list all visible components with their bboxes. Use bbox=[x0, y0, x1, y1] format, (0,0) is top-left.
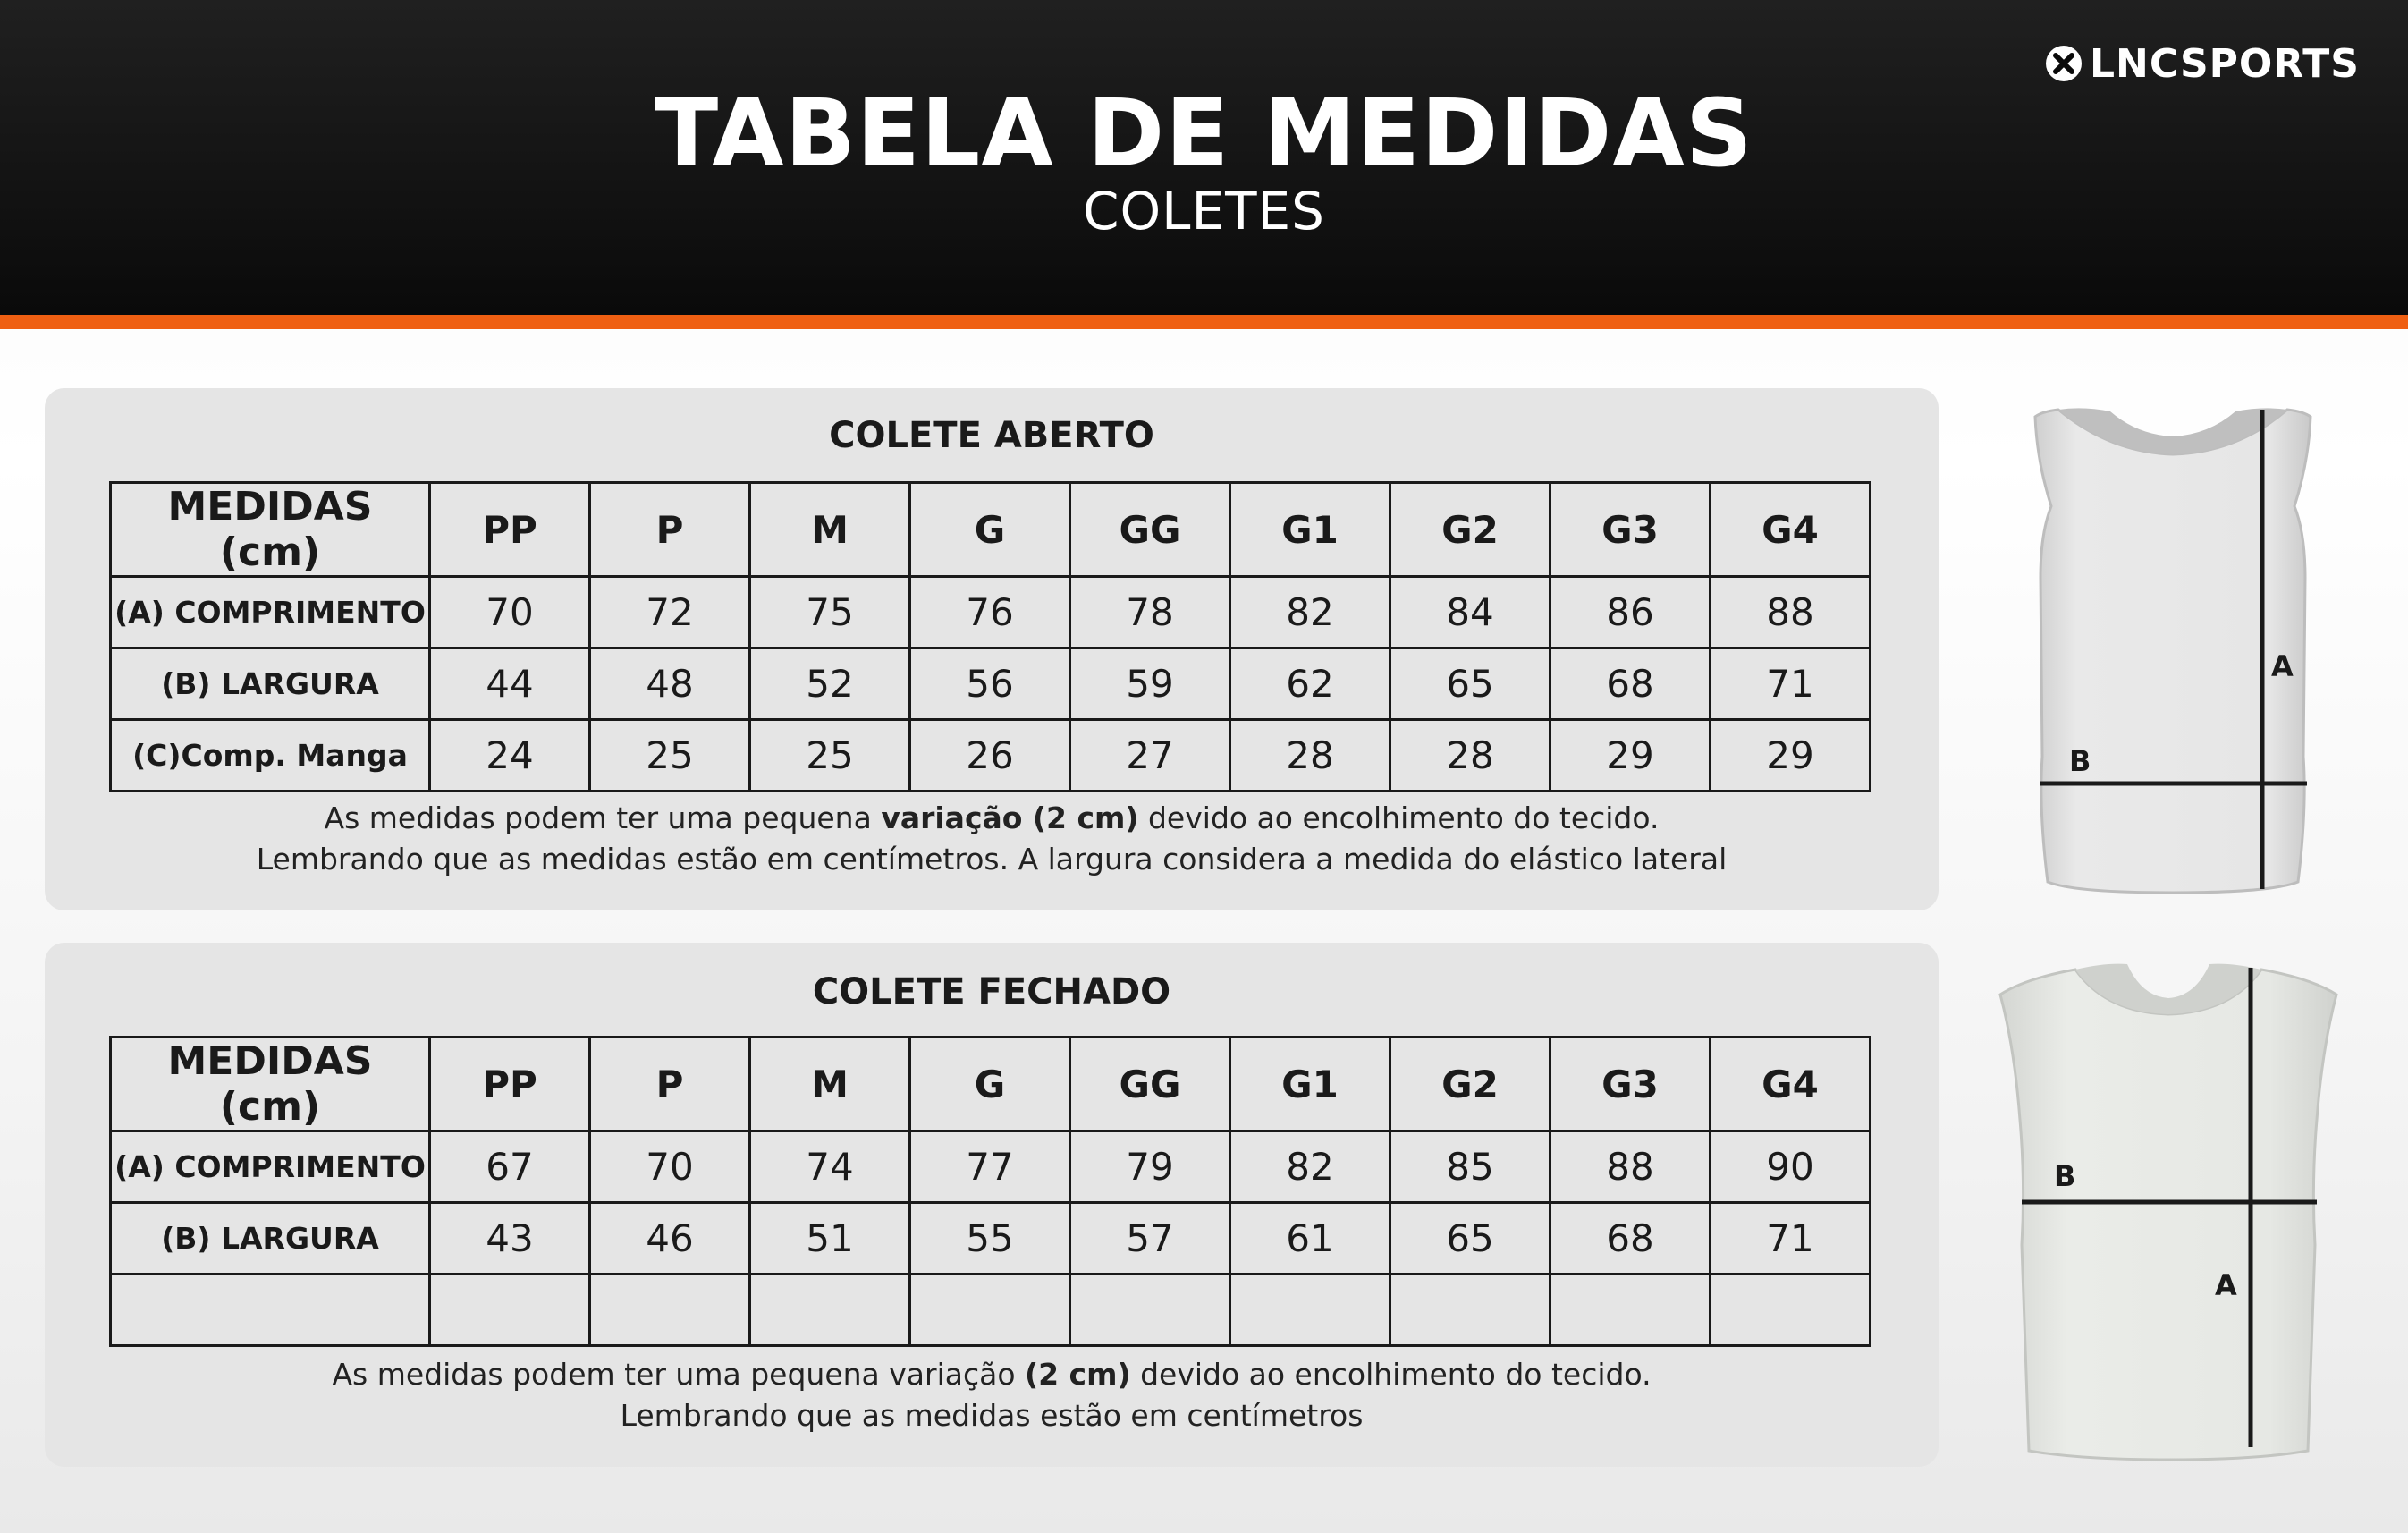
note-text: devido ao encolhimento do tecido. bbox=[1130, 1357, 1652, 1392]
table-cell: 78 bbox=[1070, 577, 1230, 648]
header-cell-size: G2 bbox=[1390, 1038, 1550, 1131]
empty-cell bbox=[590, 1275, 750, 1346]
header-cell-medidas: MEDIDAS (cm) bbox=[111, 1038, 430, 1131]
row-label: (A) COMPRIMENTO bbox=[111, 1131, 430, 1203]
table-cell: 90 bbox=[1711, 1131, 1871, 1203]
table-cell: 88 bbox=[1550, 1131, 1711, 1203]
header-banner bbox=[0, 0, 2408, 315]
table-cell: 55 bbox=[910, 1203, 1070, 1275]
table-cell: 71 bbox=[1711, 1203, 1871, 1275]
open-vest-illustration bbox=[2003, 399, 2343, 907]
note-text: As medidas podem ter uma pequena variação bbox=[332, 1357, 1026, 1392]
table-cell: 65 bbox=[1390, 648, 1550, 720]
brand-logo bbox=[2045, 41, 2360, 86]
empty-cell bbox=[750, 1275, 910, 1346]
table-header-row bbox=[111, 483, 1871, 577]
table-row-comprimento bbox=[111, 1131, 1871, 1203]
table-cell: 59 bbox=[1070, 648, 1230, 720]
table-cell: 52 bbox=[750, 648, 910, 720]
table-cell: 70 bbox=[430, 577, 590, 648]
table-cell: 25 bbox=[590, 720, 750, 792]
table-cell: 67 bbox=[430, 1131, 590, 1203]
table-cell: 77 bbox=[910, 1131, 1070, 1203]
note-line-2: Lembrando que as medidas estão em centímetros bbox=[620, 1398, 1364, 1433]
colete-aberto-title: COLETE ABERTO bbox=[829, 415, 1154, 456]
header-cell-size: GG bbox=[1070, 483, 1230, 577]
empty-cell bbox=[1230, 1275, 1390, 1346]
header-cell-medidas: MEDIDAS (cm) bbox=[111, 483, 430, 577]
header-cell-size: GG bbox=[1070, 1038, 1230, 1131]
closed-vest-illustration bbox=[1990, 950, 2347, 1465]
table-cell: 68 bbox=[1550, 1203, 1711, 1275]
header-cell-size: G1 bbox=[1230, 483, 1390, 577]
header-cell-size: M bbox=[750, 483, 910, 577]
table-row-comprimento bbox=[111, 577, 1871, 648]
colete-aberto-table bbox=[109, 481, 1871, 792]
header-cell-size: G1 bbox=[1230, 1038, 1390, 1131]
header-cell-size: G3 bbox=[1550, 483, 1711, 577]
table-cell: 51 bbox=[750, 1203, 910, 1275]
header-cell-size: G bbox=[910, 483, 1070, 577]
header-accent-stripe bbox=[0, 315, 2408, 329]
page-subtitle: COLETES bbox=[1082, 181, 1325, 241]
table-cell: 65 bbox=[1390, 1203, 1550, 1275]
table-cell: 88 bbox=[1711, 577, 1871, 648]
table-cell: 79 bbox=[1070, 1131, 1230, 1203]
table-cell: 48 bbox=[590, 648, 750, 720]
colete-fechado-table bbox=[109, 1036, 1871, 1347]
dimension-label-b: B bbox=[2069, 744, 2091, 778]
header-cell-size: P bbox=[590, 1038, 750, 1131]
table-cell: 43 bbox=[430, 1203, 590, 1275]
x-circle-logo-icon bbox=[2045, 45, 2083, 82]
header-cell-size: PP bbox=[430, 483, 590, 577]
table-cell: 74 bbox=[750, 1131, 910, 1203]
header-cell-size: P bbox=[590, 483, 750, 577]
table-cell: 70 bbox=[590, 1131, 750, 1203]
note-bold: (2 cm) bbox=[1025, 1357, 1131, 1392]
row-label: (B) LARGURA bbox=[111, 648, 430, 720]
table-cell: 75 bbox=[750, 577, 910, 648]
table-cell: 61 bbox=[1230, 1203, 1390, 1275]
empty-cell bbox=[111, 1275, 430, 1346]
note-line-1 bbox=[45, 1354, 1939, 1395]
brand-name: LNCSPORTS bbox=[2090, 40, 2360, 87]
table-cell: 46 bbox=[590, 1203, 750, 1275]
table-cell: 24 bbox=[430, 720, 590, 792]
header-cell-size: G bbox=[910, 1038, 1070, 1131]
table-cell: 25 bbox=[750, 720, 910, 792]
header-cell-size: G3 bbox=[1550, 1038, 1711, 1131]
note-line-2: Lembrando que as medidas estão em centímetros. A largura considera a medida do elástico lateral bbox=[256, 842, 1728, 877]
colete-fechado-card bbox=[45, 943, 1939, 1467]
empty-cell bbox=[1390, 1275, 1550, 1346]
dimension-label-a: A bbox=[2271, 649, 2294, 683]
table-cell: 29 bbox=[1550, 720, 1711, 792]
empty-cell bbox=[1711, 1275, 1871, 1346]
vest-body-shape bbox=[2035, 410, 2311, 893]
empty-cell bbox=[1550, 1275, 1711, 1346]
colete-aberto-card bbox=[45, 388, 1939, 910]
colete-fechado-note bbox=[45, 1354, 1939, 1436]
table-cell: 82 bbox=[1230, 1131, 1390, 1203]
table-cell: 76 bbox=[910, 577, 1070, 648]
header-cell-size: G4 bbox=[1711, 1038, 1871, 1131]
table-header-row bbox=[111, 1038, 1871, 1131]
table-cell: 62 bbox=[1230, 648, 1390, 720]
table-cell: 85 bbox=[1390, 1131, 1550, 1203]
table-row-largura bbox=[111, 1203, 1871, 1275]
empty-cell bbox=[430, 1275, 590, 1346]
note-bold: variação (2 cm) bbox=[881, 800, 1139, 835]
table-cell: 86 bbox=[1550, 577, 1711, 648]
row-label: (A) COMPRIMENTO bbox=[111, 577, 430, 648]
header-cell-size: G4 bbox=[1711, 483, 1871, 577]
table-cell: 28 bbox=[1230, 720, 1390, 792]
dimension-label-b: B bbox=[2054, 1159, 2076, 1193]
table-cell: 71 bbox=[1711, 648, 1871, 720]
table-cell: 72 bbox=[590, 577, 750, 648]
page-title: TABELA DE MEDIDAS bbox=[655, 79, 1753, 188]
header-cell-size: G2 bbox=[1390, 483, 1550, 577]
table-row-comp-manga bbox=[111, 720, 1871, 792]
table-cell: 27 bbox=[1070, 720, 1230, 792]
colete-fechado-title: COLETE FECHADO bbox=[812, 971, 1171, 1012]
table-row-empty bbox=[111, 1275, 1871, 1346]
table-cell: 44 bbox=[430, 648, 590, 720]
table-cell: 82 bbox=[1230, 577, 1390, 648]
table-row-largura bbox=[111, 648, 1871, 720]
note-text: As medidas podem ter uma pequena bbox=[324, 800, 882, 835]
note-text: devido ao encolhimento do tecido. bbox=[1138, 800, 1660, 835]
header-cell-size: M bbox=[750, 1038, 910, 1131]
vest-body-shape bbox=[2000, 970, 2336, 1460]
dimension-label-a: A bbox=[2215, 1268, 2237, 1302]
table-cell: 84 bbox=[1390, 577, 1550, 648]
note-line-1 bbox=[45, 798, 1939, 839]
header-cell-size: PP bbox=[430, 1038, 590, 1131]
colete-aberto-note bbox=[45, 798, 1939, 880]
row-label: (C)Comp. Manga bbox=[111, 720, 430, 792]
empty-cell bbox=[910, 1275, 1070, 1346]
empty-cell bbox=[1070, 1275, 1230, 1346]
table-cell: 29 bbox=[1711, 720, 1871, 792]
table-cell: 26 bbox=[910, 720, 1070, 792]
row-label: (B) LARGURA bbox=[111, 1203, 430, 1275]
table-cell: 56 bbox=[910, 648, 1070, 720]
table-cell: 57 bbox=[1070, 1203, 1230, 1275]
table-cell: 68 bbox=[1550, 648, 1711, 720]
table-cell: 28 bbox=[1390, 720, 1550, 792]
